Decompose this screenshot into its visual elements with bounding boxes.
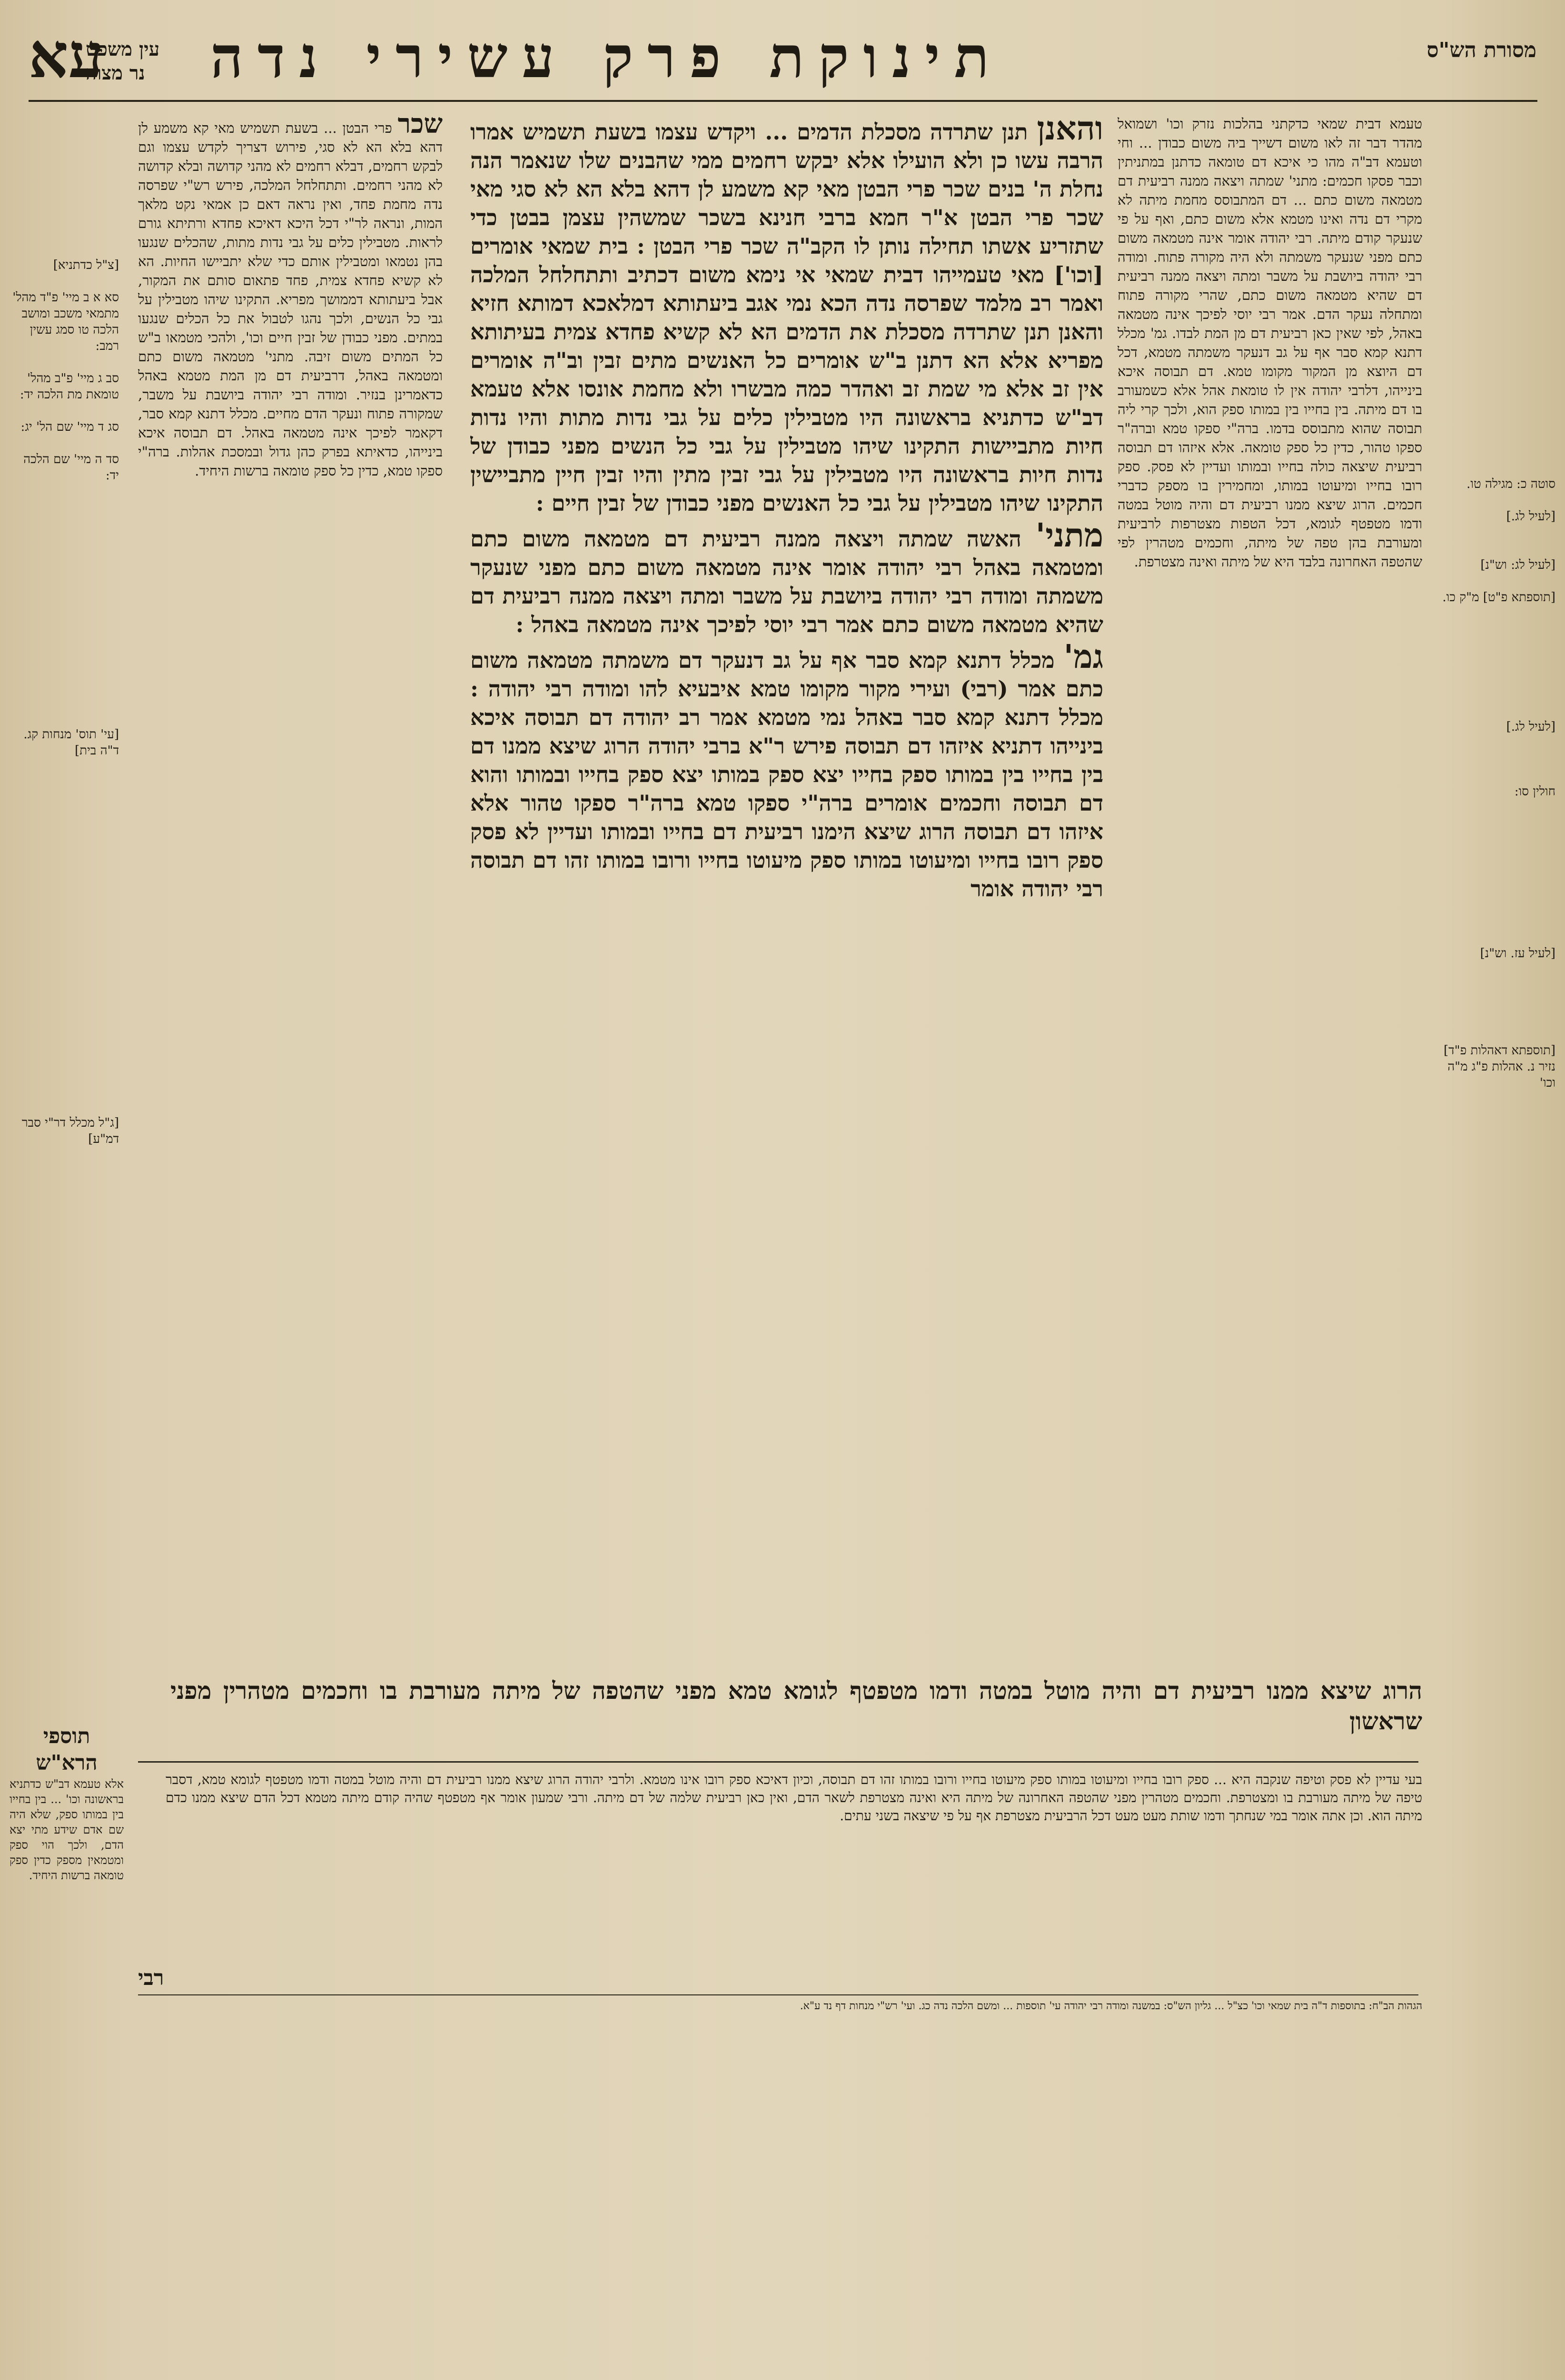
gemara-text-1: תנן שתרדה מסכלת הדמים ... ויקדש עצמו בשעת תשמיש אמרו הרבה עשו כן ולא הועילו אלא יבקש רחמים ממי שהבנים שלו שנאמר הנה נחלת ה' בנים שכר פרי הבטן מאי קא משמע לן דהא בלא הא לא סגי מאי שכר פרי הבטן א"ר חמא ברבי חנינא בשכר שמשהין עצמן בבטן כדי שתזריע אשתו תחילה נותן לו הקב"ה שכר פרי הבטן : בית שמאי אומרים [וכו'] מאי טעמייהו דבית שמאי אי נימא משום דכתיב ותתחלחל המלכה ואמר רב מלמד שפרסה נדה הכא נמי אגב ביעתותא דמלאכא דמותא חזיא והאנן תנן שתרדה מסכלת את הדמים הא לא קשיא פחדא צמית בעיתותא מפריא אלא הא דתנן ב"ש אומרים כל האנשים מתים זבין וב"ה אומרים אין זב אלא מי שמת זב ואהדר כמה מבשרו ולא מחמת אונסו אלא טעמא דב"ש כדתניא בראשונה היו מטבילין כלים על גבי נדות מתות והיו נדות חיות מתביישות התקינו שיהו מטבילין על גבי כל הנשים מפני כבודן של נדות חיות בראשונה היו מטבילין על גבי זבין מתין והיו זבין חיין מתביישין התקינו שיהו מטבילין על גבי כל האנשים מפני כבודן של זבין חיים : [470,119,1103,516]
footnotes [166,1999,1422,2190]
bottom-commentary [166,1771,1422,1971]
tosafot-lead-word: שכר [397,114,443,139]
footnotes-text: הגהות הב"ח: בתוספות ד"ה בית שמאי וכו' כצ"ל ... גליון הש"ס: במשנה ומודה רבי יהודה עי' תוספות ... ומשם הלכה נדה כג. ועי' רש"י מנחות דף נד ע"א. [800,2000,1422,2012]
tosafot-column [138,114,443,1628]
left-margin [10,257,119,1147]
catchword: רבי [138,1966,164,1990]
folio-number: עא [29,19,104,92]
margin-ref: [צ"ל כדתניא] [53,258,119,272]
tosafot-text: פרי הבטן ... בשעת תשמיש מאי קא משמע לן דהא בלא הא לא סגי, פירוש דצריך לקדש עצמו וגם לבקש רחמים, דבלא רחמים לא מהני קדושה ובלא קדושה לא מהני רחמים. ותתחלחל המלכה, פירש רש"י שפרסה נדה מחמת פחד, ואין נראה דאם כן אמאי נקט מלאך המות, ונראה לר"י דכל היכא דאיכא פחדא ורתיתא גורם לראות. מטבילין כלים על גבי נדות מתות, שהכלים שנגעו בהן נטמאו ומטבילין אותם כדי שלא יתביישו החיות. הא לא קשיא פחדא צמית, פחד פתאום סותם את המקור, אבל ביעתותא דממושך מפריא. התקינו שיהו מטבילין על גבי כל הנשים, ולכך נהגו לטבול את כל הכלים שנגעו במתים. מפני כבודן של זבין חיים וכו', ולהכי מטמאו ב"ש כל המתים משום זיבה. מתני' מטמאה משום כתם ומטמאה באהל, דרביעית דם מן המת מטמא באהל כדאמרינן בנזיר. ומודה רבי יהודה ביושבת על משבר, שמקורה פתוח ונעקר הדם מחיים. מכלל דתנא קמא סבר, דקאמר לפיכך אינה מטמאה באהל. דם תבוסה איכא בינייהו, כדאיתא בפרק כהן גדול ובמסכת אהלות. ברה"י ספקו טמא, כדין כל ספק טומאה ברשות היחיד. [138,120,443,479]
margin-ref: [לעיל לג: וש"נ] [1480,558,1555,572]
margin-ref: [ג"ל מכלל דר"י סבר דמ"ע] [21,1116,119,1146]
margin-ref: [לעיל לג.] [1506,720,1555,734]
margin-ref: סד ה מיי' שם הלכה יד: [23,452,119,483]
gemara-continuation [170,1676,1422,1752]
gemara-lead: גמ' [1063,638,1103,676]
mishna-lead: מתני' [1035,516,1103,555]
margin-ref: [לעיל עז. וש"נ] [1480,946,1555,961]
margin-ref: [עי' תוס' מנחות קג. ד"ה בית] [23,727,119,758]
margin-ref: חולין סו: [1514,784,1555,799]
margin-ref: סוטה כ: מגילה טו. [1466,477,1555,491]
masoret-label: מסורת הש"ס [1426,38,1536,62]
gemara-text-4: הרוג שיצא ממנו רביעית דם והיה מוטל במטה ודמו מטפטף לגומא טמא מפני שהטפה של מיתה מעורבת בו וחכמים מטהרין מפני שראשון [170,1676,1422,1735]
bottom-commentary-text: בעי עדיין לא פסק וטיפה שנקבה היא ... ספק רובו בחייו ומיעוטו במותו ספק מיעוטו בחייו ורובו במותו זהו דם תבוסה, וכיון דאיכא ספק רובו אינו מטמא. ולרבי יהודה הרוג שיצא ממנו רביעית דם והיה מוטל במטה ודמו מטפטף לגומא טמא, דסבר טיפה של מיתה מעורבת בו ומצטרפת. וחכמים מטהרין מפני שהטפה האחרונה של מיתה היא ואינה מצטרפת לשאר הדם, ואין כאן רביעית שלמה של דם מיתה. ורבי שמעון אומר אף מטפטף שהיה קודם מיתה מטמא דכל הדם שיצא ממנו כדם מיתה הוא. וכן אתה אומר במי שנחתך ודמו שותת מעט מעט דכל הרביעית מצטרפת אף על פי שיצאה בשני עתים. [166,1772,1422,1824]
rashi-column [1118,114,1422,1628]
ein-mishpat-label: עין משפט [86,38,160,60]
margin-ref: [לעיל לג.] [1506,509,1555,524]
header-rule [29,100,1537,102]
margin-ref: [תוספתא דאהלות פ"ד] נזיר נ. אהלות פ"ג מ"ה וכו' [1443,1043,1555,1090]
tosafot-harosh [10,1723,124,1883]
footnote-rule [138,1994,1418,1995]
rashi-text: טעמא דבית שמאי כדקתני בהלכות נזרק וכו' ושמואל מהדר דבר זה לאו משום דשייך ביה משום כבודן ... וחי וטעמא דב"ה מהו כי איכא דם טומאה כדתנן במתניתין וכבר פסקו חכמים: מתני' שמתה ויצאה ממנה רביעית דם מטמאה משום כתם ... דם המתבוסס מחמת מיתה לא מקרי דם נדה ואינו מטמא אלא משום כתם, ואף על פי שנעקר קודם מיתה. רבי יהודה אומר אינה מטמאה משום כתם מפני שנעקר משמתה ולא היה מקורה פתוח. ומודה רבי יהודה ביושבת על משבר ומתה ויצאה ממנה רביעית דם שהיא מטמאה משום כתם, שהרי מקורה פתוח ומתחלה נעקר הדם. אמר רבי יוסי לפיכך אינה מטמאה באהל, לפי שאין כאן רביעית דם מן המת לבדו. גמ' מכלל דתנא קמא סבר אף על גב דנעקר משמתה מטמא, דכל דם היוצא מן המקור מקומו טמא. דם תבוסה איכא בינייהו, דלרבי יהודה אין לו טומאת אהל אלא כשמעורב בו דם מיתה. בין בחייו בין במותו ספק הוא, ולכך קרי ליה תבוסה שהוא מתבוסס בדמו. ברה"י ספקו טמא וברה"ר ספקו טהור, כדין כל ספק טומאה. אלא איזהו דם תבוסה רביעית שיצאה כולה בחייו ובמותו ועדיין לא פסק. ספק רובו בחייו ומיעוטו במותו, ומחמירין בו מספק כדברי חכמים. הרוג שיצא ממנו רביעית דם והיה מוטל במטה ודמו מטפטף לגומא, דכל הטפות מצטרפות לרביעית ומעורבת בהן טפה של מיתה, וחכמים מטהרין לפי שהטפה האחרונה בלבד היא של מיתה ואינה מצטרפת. [1118,116,1422,570]
page-header [0,19,1565,100]
margin-ref: סג ד מיי' שם הל' יג: [20,420,119,434]
gemara-text-3: מכלל דתנא קמא סבר אף על גב דנעקר דם משמתה מטמאה משום כתם אמר (רבי) ועירי מקור מקומו טמא איבעיא להו ומודה רבי יהודה : מכלל דתנא קמא סבר באהל נמי מטמא אמר רב יהודה דם תבוסה איכא בינייהו דתניא איזהו דם תבוסה פירש ר"א ברבי יהודה הרוג שיצא ממנו דם בין בחייו בין במותו ספק בחייו יצא ספק במותו יצא ספק בחייו ובמותו והוא דם תבוסה וחכמים אומרים ברה"י ספקו טמא ברה"ר ספקו טהור אלא איזהו דם תבוסה הרוג שיצא הימנו רביעית דם בחייו ובמותו ועדיין לא פסק ספק רובו בחייו ומיעוטו במותו ספק מיעוטו בחייו ורובו במותו זהו דם תבוסה רבי יהודה אומר [470,647,1103,902]
gemara-lead-word: והאנן [1037,114,1103,148]
margin-ref: [תוספתא פ"ט] מ"ק כו. [1442,590,1555,605]
section-rule [138,1761,1418,1763]
margin-ref: סא א ב מיי' פ"ד מהל' מתמאי משכב ומושב הלכה טו סמג עשין רמב: [12,290,119,353]
gemara-column [470,114,1103,1671]
right-margin [1436,476,1555,1091]
page-title: תינוקת פרק עשירי נדה [210,24,1003,91]
margin-ref: סב ג מיי' פ"ב מהל' טומאת מת הלכה יד: [20,371,119,402]
tosafot-harosh-text: אלא טעמא דב"ש כדתניא בראשונה וכו' ... בין בחייו בין במותו ספק, שלא היה שם אדם שידע מתי יצא הדם, ולכך הוי ספק ומטמאין מספק כדין ספק טומאה ברשות היחיד. [10,1777,124,1882]
tosafot-harosh-title: תוספי הרא"ש [36,1724,98,1775]
ner-mitzva-label: נר מצוה [86,62,145,84]
gemara-text-2: האשה שמתה ויצאה ממנה רביעית דם מטמאה משום כתם ומטמאה באהל רבי יהודה אומר אינה מטמאה משום כתם מפני שנעקר משמתה ומודה רבי יהודה ביושבת על משבר ומתה ויצאה ממנה רביעית דם שהיא מטמאה משום כתם אמר רבי יוסי לפיכך אינה מטמאה באהל : [470,526,1103,637]
